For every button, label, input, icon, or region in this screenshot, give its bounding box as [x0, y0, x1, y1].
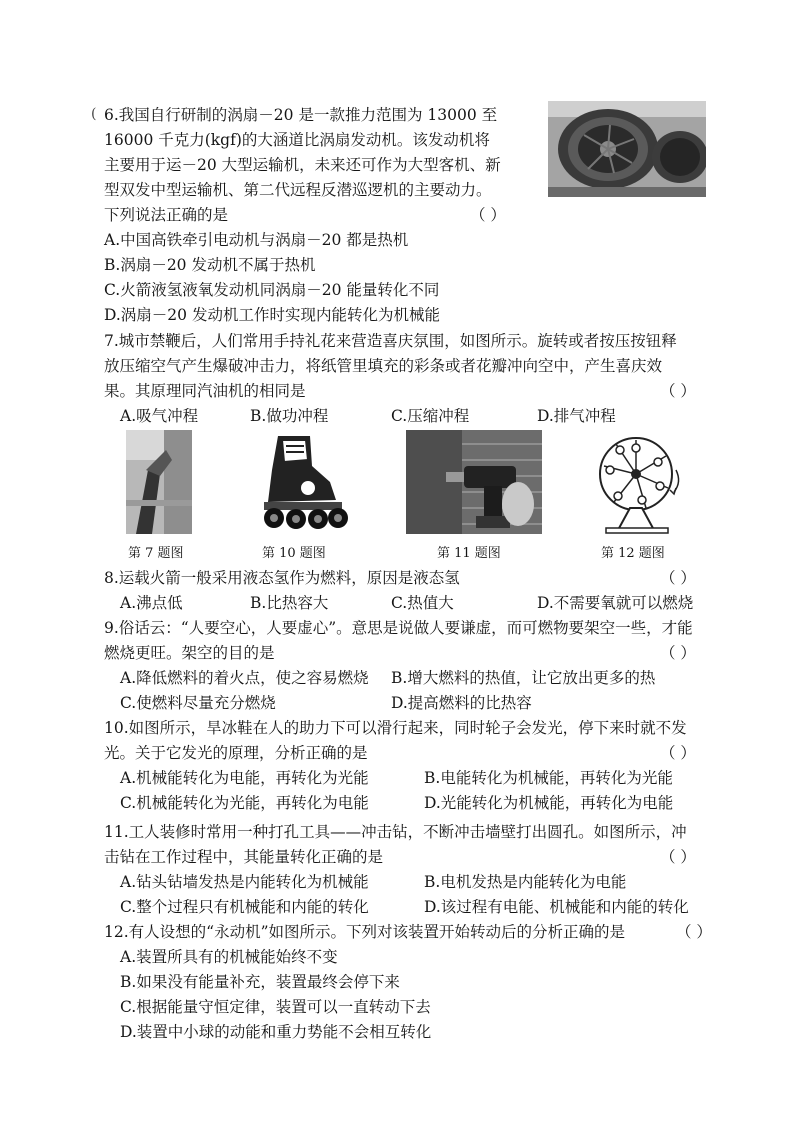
q8-option-b: B.比热容大 — [250, 594, 329, 612]
q6-stem-line-3: 主要用于运－20 大型运输机，未来还可作为大型客机、新 — [104, 156, 501, 174]
figure-12-caption: 第 12 题图 — [601, 546, 665, 561]
q10-option-c: C.机械能转化为光能，再转化为电能 — [120, 794, 369, 812]
q11-stem-line-1: 11.工人装修时常用一种打孔工具——冲击钻，不断冲击墙壁打出圆孔。如图所示，冲 — [104, 823, 687, 841]
figure-10-caption: 第 10 题图 — [262, 546, 326, 561]
q9-option-d: D.提高燃料的比热容 — [391, 694, 532, 712]
q11-option-d: D.该过程有电能、机械能和内能的转化 — [424, 898, 689, 916]
engine-photo — [548, 101, 706, 197]
q7-stem-line-3: 果。其原理同汽油机的相同是 — [104, 382, 306, 400]
q6-stem-line-1: 6.我国自行研制的涡扇－20 是一款推力范围为 13000 至 — [104, 106, 498, 124]
margin-mark: ( — [91, 106, 97, 122]
q6-stem-line-2: 16000 千克力(kgf)的大涵道比涡扇发动机。该发动机将 — [104, 131, 490, 149]
q11-option-a: A.钻头钻墙发热是内能转化为机械能 — [120, 873, 369, 891]
q10-option-d: D.光能转化为机械能，再转化为电能 — [424, 794, 674, 812]
q8-option-d: D.不需要氧就可以燃烧 — [537, 594, 694, 612]
q12-stem: 12.有人设想的“永动机”如图所示。下列对该装置开始转动后的分析正确的是 — [104, 923, 626, 941]
q6-option-d: D.涡扇－20 发动机工作时实现内能转化为机械能 — [104, 306, 440, 324]
q6-option-a: A.中国高铁牵引电动机与涡扇－20 都是热机 — [104, 231, 409, 249]
q9-option-c: C.使燃料尽量充分燃烧 — [120, 694, 276, 712]
q8-option-a: A.沸点低 — [120, 594, 183, 612]
q11-option-c: C.整个过程只有机械能和内能的转化 — [120, 898, 369, 916]
q9-stem-line-1: 9.俗话云：“人要空心，人要虚心”。意思是说做人要谦虚，而可燃物要架空一些，才能 — [104, 619, 693, 637]
q10-option-a: A.机械能转化为电能，再转化为光能 — [120, 769, 369, 787]
q8-answer-paren: （ ） — [660, 569, 696, 587]
q7-option-c: C.压缩冲程 — [391, 407, 470, 425]
q7-option-d: D.排气冲程 — [537, 407, 616, 425]
q10-answer-paren: （ ） — [660, 744, 696, 762]
q6-option-c: C.火箭液氢液氧发动机同涡扇－20 能量转化不同 — [104, 281, 440, 299]
q10-stem-line-2: 光。关于它发光的原理，分析正确的是 — [104, 744, 368, 762]
q6-stem-line-5: 下列说法正确的是 — [104, 206, 229, 224]
q10-option-b: B.电能转化为机械能，再转化为光能 — [424, 769, 673, 787]
q12-option-b: B.如果没有能量补充，装置最终会停下来 — [120, 973, 400, 991]
perpetual-motion-wheel-image — [596, 430, 686, 534]
q9-option-b: B.增大燃料的热值，让它放出更多的热 — [391, 669, 656, 687]
q11-option-b: B.电机发热是内能转化为电能 — [424, 873, 627, 891]
q6-option-b: B.涡扇－20 发动机不属于热机 — [104, 256, 316, 274]
q7-option-b: B.做功冲程 — [250, 407, 329, 425]
figure-7-caption: 第 7 题图 — [128, 546, 184, 561]
rollerskate-image — [250, 430, 350, 534]
q12-answer-paren: （ ） — [676, 923, 712, 941]
q7-stem-line-2: 放压缩空气产生爆破冲击力，将纸管里填充的彩条或者花瓣冲向空中，产生喜庆效 — [104, 357, 663, 375]
q9-answer-paren: （ ） — [660, 644, 696, 662]
q11-answer-paren: （ ） — [660, 848, 696, 866]
q6-stem-line-4: 型双发中型运输机、第二代远程反潜巡逻机的主要动力。 — [104, 181, 492, 199]
q10-stem-line-1: 10.如图所示，旱冰鞋在人的助力下可以滑行起来，同时轮子会发光，停下来时就不发 — [104, 719, 687, 737]
turbofan-engines-image — [548, 101, 706, 197]
figure-12-perpetual-wheel — [596, 430, 686, 534]
q9-stem-line-2: 燃烧更旺。架空的目的是 — [104, 644, 275, 662]
q11-stem-line-2: 击钻在工作过程中，其能量转化正确的是 — [104, 848, 384, 866]
impact-drill-image — [406, 430, 542, 534]
q12-option-c: C.根据能量守恒定律，装置可以一直转动下去 — [120, 998, 431, 1016]
figure-7-photo — [126, 430, 192, 534]
figure-11-drill — [406, 430, 542, 534]
q8-stem: 8.运载火箭一般采用液态氢作为燃料，原因是液态氢 — [104, 569, 460, 587]
q6-answer-paren: （ ） — [470, 206, 506, 224]
q7-answer-paren: （ ） — [660, 382, 696, 400]
q9-option-a: A.降低燃料的着火点，使之容易燃烧 — [120, 669, 369, 687]
q12-option-a: A.装置所具有的机械能始终不变 — [120, 948, 338, 966]
q8-option-c: C.热值大 — [391, 594, 454, 612]
q7-stem-line-1: 7.城市禁鞭后，人们常用手持礼花来营造喜庆氛围，如图所示。旋转或者按压按钮释 — [104, 332, 677, 350]
figure-11-caption: 第 11 题图 — [437, 546, 501, 561]
party-popper-image — [126, 430, 192, 534]
q12-option-d: D.装置中小球的动能和重力势能不会相互转化 — [120, 1023, 432, 1041]
figure-10-rollerskate — [250, 430, 350, 534]
q7-option-a: A.吸气冲程 — [120, 407, 199, 425]
